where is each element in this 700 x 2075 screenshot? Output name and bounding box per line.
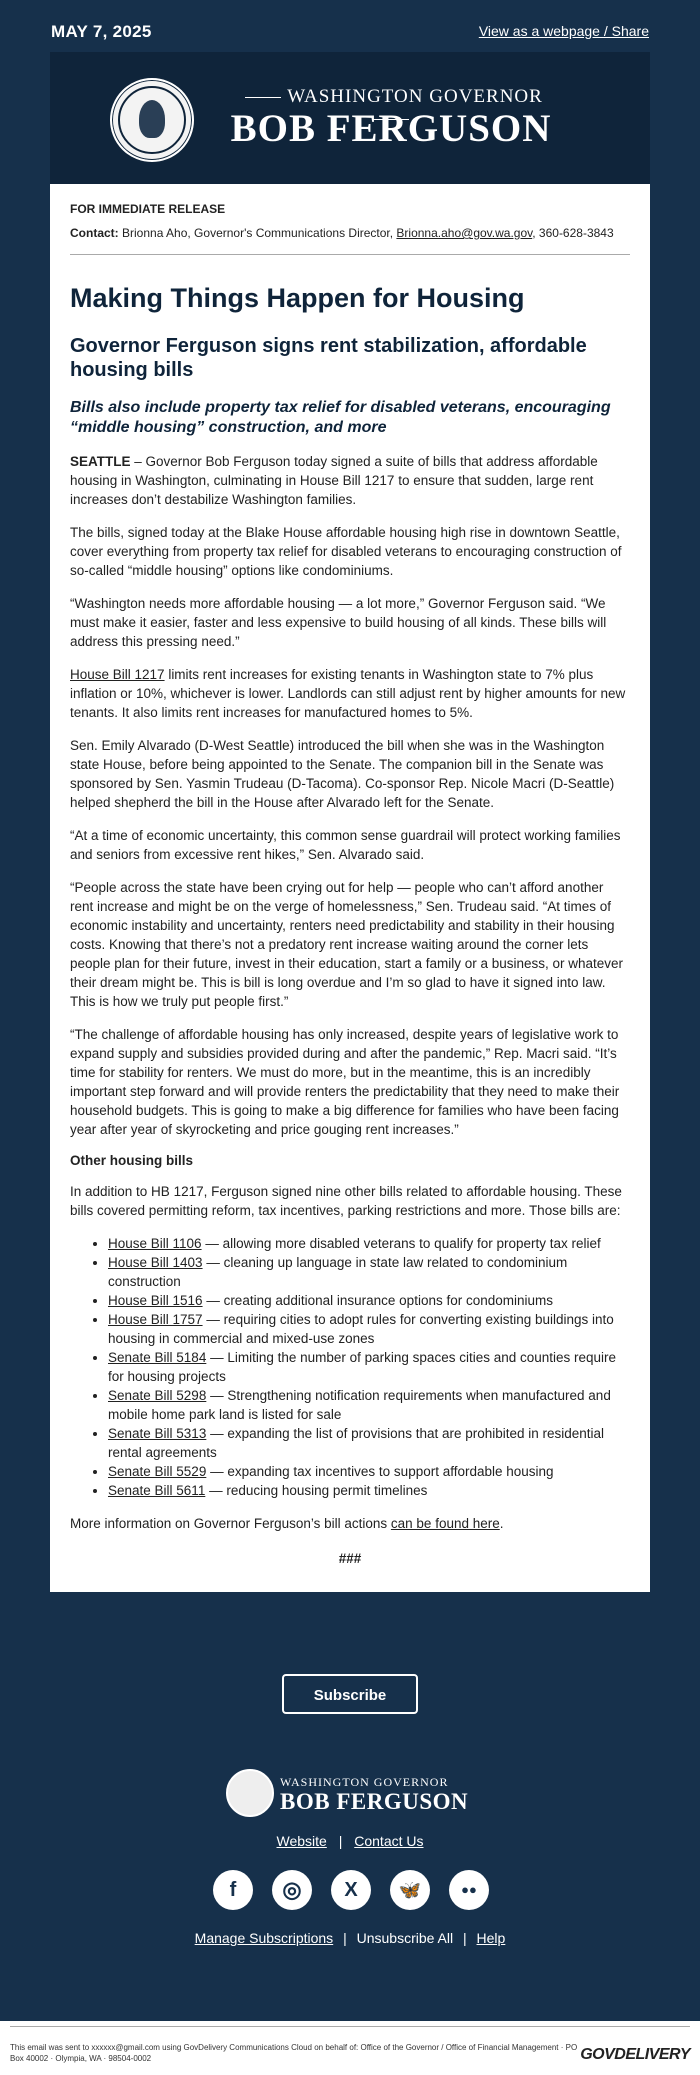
paragraph-9: In addition to HB 1217, Ferguson signed nine other bills related to affordable housing. These bills covered permitting reform, tax incentives, parking restrictions and more. Those bills are: [70,1184,622,1218]
bill-description: — allowing more disabled veterans to qualify for property tax relief [201,1236,601,1251]
more-info [70,1514,630,1533]
bill-link[interactable]: Senate Bill 5298 [108,1388,207,1403]
dateline: SEATTLE [70,454,131,469]
bottom-bar [0,2021,700,2075]
list-item [108,1481,630,1500]
end-mark: ### [338,1551,362,1566]
article-title: Making Things Happen for Housing [70,283,525,313]
paragraph-1-text: – Governor Bob Ferguson today signed a suite of bills that address affordable housing in Washington, culminating in House Bill 1217 to ensure that sudden, large rent increases don’t destabilize Washington families. [70,454,598,507]
govdelivery-logo[interactable]: GOVDELIVERY [580,2046,690,2063]
contact-phone: , 360-628-3843 [532,226,614,240]
separator: | [463,1930,467,1946]
article-body [50,283,650,1592]
bill-description: — Strengthening notification requirements when manufactured and mobile home park land is listed for sale [108,1388,611,1422]
contact-us-link[interactable]: Contact Us [354,1833,424,1849]
footer-logo [226,1769,476,1821]
paragraph-4 [70,665,630,722]
release-info [50,184,650,240]
bill-link[interactable]: House Bill 1516 [108,1293,203,1308]
hb1217-link[interactable]: House Bill 1217 [70,667,165,682]
release-label: FOR IMMEDIATE RELEASE [70,202,226,216]
paragraph-5: Sen. Emily Alvarado (D-West Seattle) introduced the bill when she was in the Washington state House, before being appointed to the Senate. The companion bill in the Senate was sponsored by Sen. Yasmin Trudeau (D-Tacoma). Co-sponsor Rep. Nicole Macri (D-Seattle) helped shepherd the bill in the House after Alvarado left for the Senate. [70,738,615,810]
help-link[interactable]: Help [476,1930,506,1946]
small-print: This email was sent to xxxxxx@gmail.com using GovDelivery Communications Cloud on behalf of: Office of the Governor / Office of Financial Management · PO Box 40002 · Olympia, WA · 98504-0002 [10,2043,578,2063]
more-info-link[interactable]: can be found here [390,1516,500,1531]
more-info-text: More information on Governor Ferguson’s bill actions [70,1516,391,1531]
unsubscribe-all-link[interactable]: Unsubscribe All [356,1930,454,1946]
list-item [108,1291,630,1310]
subscribe-button[interactable]: Subscribe [282,1674,418,1714]
separator: | [343,1930,347,1946]
footer-links [0,1833,700,1849]
list-item [108,1234,630,1253]
paragraph-6: “At a time of economic uncertainty, this common sense guardrail will protect working families and seniors from excessive rent hikes,” Sen. Alvarado said. [70,828,621,862]
state-seal-icon [110,78,194,162]
footer-logo-title: WASHINGTON GOVERNOR [280,1775,449,1789]
paragraph-4-text: limits rent increases for existing tenants in Washington state to 7% plus inflation or 10%, whichever is lower. Landlords can still adjust rent by higher amounts for new tenants. It also limits rent increases for manufactured homes to 5%. [70,667,626,720]
release-date: MAY 7, 2025 [51,22,152,41]
article-subtitle: Governor Ferguson signs rent stabilization, affordable housing bills [70,335,587,381]
bill-link[interactable]: House Bill 1106 [108,1236,202,1251]
bill-link[interactable]: House Bill 1403 [108,1255,203,1270]
bluesky-icon[interactable]: 🦋 [390,1870,430,1910]
contact-line [70,226,630,240]
masthead-title: WASHINGTON GOVERNOR [216,86,566,130]
bill-description: — reducing housing permit timelines [205,1483,428,1498]
list-item [108,1253,630,1291]
bill-list [70,1234,630,1500]
bill-link[interactable]: Senate Bill 5184 [108,1350,207,1365]
flickr-icon[interactable]: ●● [449,1870,489,1910]
footer-seal-icon [226,1769,274,1817]
footer-logo-name: BOB FERGUSON [280,1789,469,1814]
article-dek: Bills also include property tax relief for disabled veterans, encouraging “middle housing” construction, and more [70,399,611,436]
list-item [108,1424,630,1462]
bill-link[interactable]: Senate Bill 5611 [108,1483,206,1498]
bill-link[interactable]: Senate Bill 5529 [108,1464,207,1479]
masthead-name: BOB FERGUSON [230,107,552,150]
bill-description: — expanding the list of provisions that are prohibited in residential rental agreements [108,1426,605,1460]
list-item [108,1310,630,1348]
email-card [50,52,650,1592]
list-item [108,1462,630,1481]
instagram-icon[interactable]: ◎ [272,1870,312,1910]
bill-description: — Limiting the number of parking spaces cities and counties require for housing projects [108,1350,617,1384]
contact-email-link[interactable]: Brionna.aho@gov.wa.gov [396,226,533,240]
bottom-divider [10,2026,690,2027]
list-item [108,1386,630,1424]
other-bills-heading: Other housing bills [70,1153,194,1168]
bill-description: — expanding tax incentives to support affordable housing [206,1464,554,1479]
bill-description: — cleaning up language in state law related to condominium construction [108,1255,568,1289]
contact-name: Brionna Aho, Governor's Communications Director, [118,226,397,240]
list-item [108,1348,630,1386]
bill-link[interactable]: House Bill 1757 [108,1312,203,1327]
paragraph-1 [70,452,630,509]
manage-subscriptions-link[interactable]: Manage Subscriptions [194,1930,334,1946]
manage-links [0,1930,700,1946]
bill-link[interactable]: Senate Bill 5313 [108,1426,207,1441]
more-info-end: . [499,1516,504,1531]
x-twitter-icon[interactable]: X [331,1870,371,1910]
divider [70,254,630,255]
paragraph-3: “Washington needs more affordable housing — a lot more,” Governor Ferguson said. “We must make it easier, faster and less expensive to build housing of all kinds. These bills will address this pressing need.” [70,596,607,649]
bill-description: — requiring cities to adopt rules for converting existing buildings into housing in commercial and mixed-use zones [108,1312,614,1346]
view-as-webpage-link[interactable]: View as a webpage / Share [478,23,649,39]
bill-description: — creating additional insurance options for condominiums [202,1293,554,1308]
website-link[interactable]: Website [276,1833,327,1849]
masthead [50,52,650,184]
contact-label: Contact: [70,226,119,240]
facebook-icon[interactable]: f [213,1870,253,1910]
social-links [213,1870,493,1914]
paragraph-8: “The challenge of affordable housing has only increased, despite years of legislative work to expand supply and subsidies provided during and after the pandemic,” Rep. Macri said. “It’s time for stability for renters. We must do more, but in the meantime, this is an incredibly important step forward and will provide renters the predictability that they need to make their household budgets. This is going to make a big difference for families who have been facing year after year of skyrocketing and price gouging rent increases.” [70,1027,620,1137]
separator: | [338,1833,343,1849]
paragraph-2: The bills, signed today at the Blake House affordable housing high rise in downtown Seattle, cover everything from property tax relief for disabled veterans to encouraging construction of so-called “middle housing” options like condominiums. [70,525,622,578]
paragraph-7: “People across the state have been crying out for help — people who can’t afford another rent increase and might be on the verge of homelessness,” Sen. Trudeau said. “At times of economic instability and uncertainty, renters need predictability and stability in their housing costs. Knowing that there’s not a predatory rent increase waiting around the corner lets people plan for their future, invest in their education, start a family or a business, or whatever their dream might be. This is bill is long overdue and I’m so glad to have it signed into law. This is how we truly put people first.” [70,880,624,1009]
